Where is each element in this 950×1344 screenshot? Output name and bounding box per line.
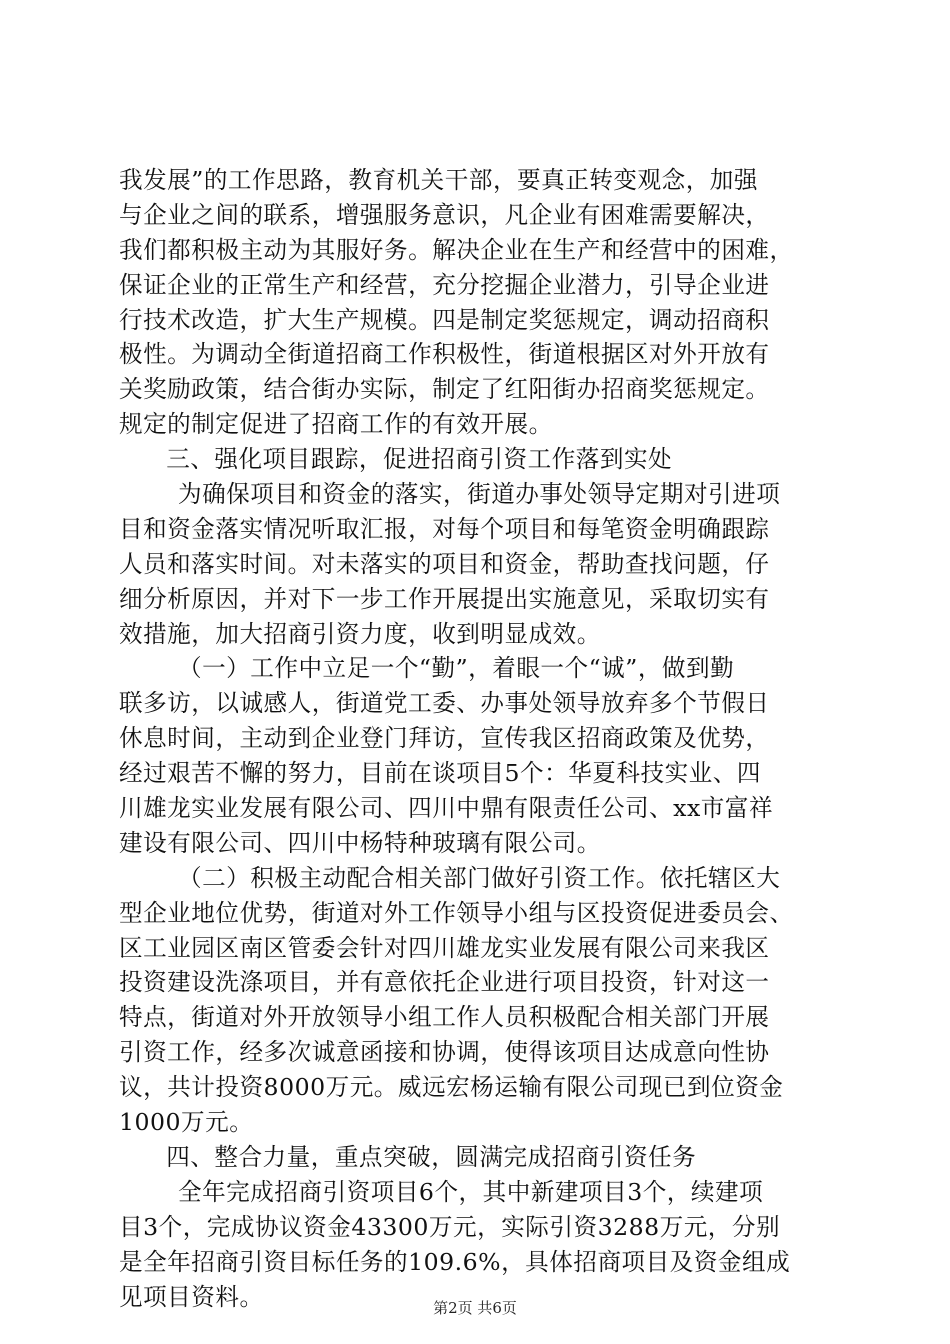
text-line: 全年完成招商引资项目6个，其中新建项目3个，续建项 <box>178 1177 764 1206</box>
text-line: 效措施，加大招商引资力度，收到明显成效。 <box>119 619 601 648</box>
text-line: 与企业之间的联系，增强服务意识，凡企业有困难需要解决， <box>119 200 770 229</box>
text-line: 目和资金落实情况听取汇报，对每个项目和每笔资金明确跟踪 <box>119 514 770 543</box>
text-line: 特点，街道对外开放领导小组工作人员积极配合相关部门开展 <box>119 1003 770 1032</box>
text-line: 我发展”的工作思路，教育机关干部，要真正转变观念，加强 <box>119 166 758 194</box>
text-line: （二）积极主动配合相关部门做好引资工作。依托辖区大 <box>178 863 781 892</box>
text-line: 联多访，以诚感人，街道党工委、办事处领导放弃多个节假日 <box>119 689 770 718</box>
text-line: 投资建设洗涤项目，并有意依托企业进行项目投资，针对这一 <box>119 968 770 997</box>
text-line: （一）工作中立足一个“勤”，着眼一个“诚”，做到勤 <box>178 654 735 683</box>
text-line: 规定的制定促进了招商工作的有效开展。 <box>119 410 553 439</box>
text-line: 经过艰苦不懈的努力，目前在谈项目5个：华夏科技实业、四 <box>119 759 761 788</box>
text-line: 目3个，完成协议资金43300万元，实际引资3288万元，分别 <box>119 1212 781 1241</box>
text-line: 见项目资料。 <box>119 1282 264 1311</box>
text-line: 极性。为调动全街道招商工作积极性，街道根据区对外开放有 <box>119 340 770 369</box>
text-line: 行技术改造，扩大生产规模。四是制定奖惩规定，调动招商积 <box>119 305 770 334</box>
text-line: 为确保项目和资金的落实，街道办事处领导定期对引进项 <box>178 480 781 509</box>
text-line: 关奖励政策，结合街办实际，制定了红阳街办招商奖惩规定。 <box>119 375 770 404</box>
text-line: 建设有限公司、四川中杨特种玻璃有限公司。 <box>119 828 601 857</box>
text-line: 是全年招商引资目标任务的109.6%，具体招商项目及资金组成 <box>119 1247 791 1276</box>
text-line: 型企业地位优势，街道对外工作领导小组与区投资促进委员会、 <box>119 898 794 927</box>
text-line: 休息时间，主动到企业登门拜访，宣传我区招商政策及优势， <box>119 724 770 753</box>
text-line: 人员和落实时间。对未落实的项目和资金，帮助查找问题，仔 <box>119 549 770 578</box>
text-line: 四、整合力量，重点突破，圆满完成招商引资任务 <box>166 1142 697 1171</box>
text-line: 议，共计投资8000万元。威远宏杨运输有限公司现已到位资金 <box>119 1073 784 1102</box>
text-line: 1000万元。 <box>119 1108 254 1137</box>
text-line: 川雄龙实业发展有限公司、四川中鼎有限责任公司、xx市富祥 <box>119 794 774 823</box>
text-line: 细分析原因，并对下一步工作开展提出实施意见，采取切实有 <box>119 584 770 613</box>
page-footer: 第2页 共6页 <box>433 1299 517 1317</box>
text-line: 三、强化项目跟踪，促进招商引资工作落到实处 <box>166 445 673 474</box>
text-line: 区工业园区南区管委会针对四川雄龙实业发展有限公司来我区 <box>119 933 770 962</box>
text-line: 保证企业的正常生产和经营，充分挖掘企业潜力，引导企业进 <box>119 270 770 299</box>
document-body <box>119 163 831 1314</box>
text-line: 我们都积极主动为其服好务。解决企业在生产和经营中的困难， <box>119 235 794 264</box>
text-line: 引资工作，经多次诚意函接和协调，使得该项目达成意向性协 <box>119 1038 770 1067</box>
